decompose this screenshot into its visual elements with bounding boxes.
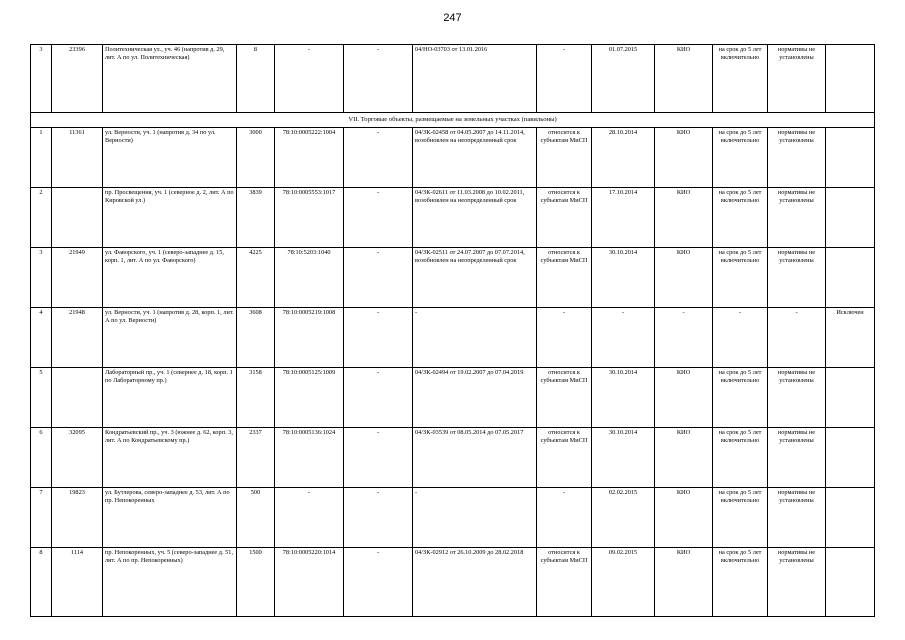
contract-info: 04/ЗК-03539 от 08.05.2014 до 07.05.2017 — [413, 428, 537, 488]
organization: КИО — [655, 368, 713, 428]
subject-status: относится к субъектам МиСП — [537, 128, 592, 188]
contract-info: 04/ЗК-02458 от 04.05.2007 до 14.11.2014, возобновлен на неопределенный срок — [413, 128, 537, 188]
object-code — [52, 188, 103, 248]
row-number: 6 — [31, 428, 52, 488]
placement-term: на срок до 5 лет включительно — [713, 368, 768, 428]
subject-status: относится к субъектам МиСП — [537, 248, 592, 308]
subject-status: относится к субъектам МиСП — [537, 368, 592, 428]
norms: нормативы не установлены — [768, 368, 826, 428]
section-header-row — [31, 113, 875, 128]
contract-info: 04/НО-03703 от 13.01.2016 — [413, 45, 537, 113]
note — [826, 248, 875, 308]
row-number: 3 — [31, 248, 52, 308]
object-area: 3608 — [237, 308, 275, 368]
organization: КИО — [655, 488, 713, 548]
note — [826, 188, 875, 248]
registry-table — [30, 44, 875, 617]
object-area: 1500 — [237, 548, 275, 617]
cadastral-number: 78:10:0005220:1014 — [275, 548, 344, 617]
object-address: пр. Просвещения, уч. 1 (северное д. 2, лит. А по Кировской ул.) — [103, 188, 237, 248]
object-area: 3158 — [237, 368, 275, 428]
page-number: 247 — [443, 12, 462, 24]
organization: КИО — [655, 45, 713, 113]
note — [826, 368, 875, 428]
inclusion-date: 30.10.2014 — [592, 248, 655, 308]
subject-status: относится к субъектам МиСП — [537, 548, 592, 617]
placement-term: на срок до 5 лет включительно — [713, 188, 768, 248]
inclusion-date: 09.02.2015 — [592, 548, 655, 617]
organization: КИО — [655, 188, 713, 248]
inclusion-date: 17.10.2014 — [592, 188, 655, 248]
placement-term: на срок до 5 лет включительно — [713, 248, 768, 308]
norms: - — [768, 308, 826, 368]
extra-column: - — [344, 428, 413, 488]
object-address: ул. Верности, уч. 1 (напротив д. 34 по ул. Верности) — [103, 128, 237, 188]
extra-column: - — [344, 308, 413, 368]
object-code: 11361 — [52, 128, 103, 188]
inclusion-date: 30.10.2014 — [592, 368, 655, 428]
extra-column: - — [344, 368, 413, 428]
cadastral-number: 78:10:0005219:1008 — [275, 308, 344, 368]
table-row — [31, 368, 875, 428]
object-area: 2337 — [237, 428, 275, 488]
row-number: 3 — [31, 45, 52, 113]
object-area: 8 — [237, 45, 275, 113]
subject-status: - — [537, 488, 592, 548]
cadastral-number: 78:10:5203:1040 — [275, 248, 344, 308]
row-number: 1 — [31, 128, 52, 188]
object-address: Кондратьевский пр., уч. 3 (южнее д. 62, корп. 3, лит. А по Кондратьевскому пр.) — [103, 428, 237, 488]
norms: нормативы не установлены — [768, 128, 826, 188]
organization: КИО — [655, 548, 713, 617]
inclusion-date: - — [592, 308, 655, 368]
cadastral-number: 78:10:0005136:1024 — [275, 428, 344, 488]
cadastral-number: 78:10:0005222:1004 — [275, 128, 344, 188]
note — [826, 428, 875, 488]
object-area: 4225 — [237, 248, 275, 308]
note — [826, 488, 875, 548]
placement-term: на срок до 5 лет включительно — [713, 488, 768, 548]
row-number: 2 — [31, 188, 52, 248]
object-code: 32095 — [52, 428, 103, 488]
object-area: 3839 — [237, 188, 275, 248]
note — [826, 548, 875, 617]
table-row — [31, 308, 875, 368]
contract-info: 04/ЗК-02912 от 26.10.2009 до 28.02.2018 — [413, 548, 537, 617]
row-number: 8 — [31, 548, 52, 617]
object-area: 3000 — [237, 128, 275, 188]
object-address: ул. Бутлерова, северо-западнее д. 53, лит. А по пр. Непокоренных — [103, 488, 237, 548]
object-address: ул. Верности, уч. 1 (напротив д. 28, корп. 1, лит. А по ул. Верности) — [103, 308, 237, 368]
norms: нормативы не установлены — [768, 428, 826, 488]
norms: нормативы не установлены — [768, 248, 826, 308]
cadastral-number: 78:10:0005125:1009 — [275, 368, 344, 428]
contract-info: - — [413, 488, 537, 548]
note — [826, 128, 875, 188]
subject-status: относится к субъектам МиСП — [537, 188, 592, 248]
placement-term: на срок до 5 лет включительно — [713, 45, 768, 113]
object-address: пр. Непокоренных, уч. 5 (северо-западнее д. 51, лит. А по пр. Непокоренных) — [103, 548, 237, 617]
contract-info: 04/ЗК-02494 от 19.02.2007 до 07.04.2019 — [413, 368, 537, 428]
extra-column: - — [344, 128, 413, 188]
object-address: Политехническая ул., уч. 46 (напротив д. 29, лит. А по ул. Политехническая) — [103, 45, 237, 113]
table-row — [31, 428, 875, 488]
subject-status: - — [537, 308, 592, 368]
section-title: VII. Торговые объекты, размещаемые на земельных участках (павильоны) — [31, 113, 875, 128]
extra-column: - — [344, 45, 413, 113]
inclusion-date: 30.10.2014 — [592, 428, 655, 488]
note — [826, 45, 875, 113]
organization: КИО — [655, 128, 713, 188]
table-row — [31, 548, 875, 617]
organization: КИО — [655, 428, 713, 488]
table-row — [31, 488, 875, 548]
object-code: 23396 — [52, 45, 103, 113]
object-code: 21948 — [52, 308, 103, 368]
object-address: Лабораторный пр., уч. 1 (севернее д. 18, корп. 1 по Лабораторному пр.) — [103, 368, 237, 428]
placement-term: - — [713, 308, 768, 368]
organization: - — [655, 308, 713, 368]
cadastral-number: 78:10:0005553:1017 — [275, 188, 344, 248]
subject-status: относится к субъектам МиСП — [537, 428, 592, 488]
placement-term: на срок до 5 лет включительно — [713, 548, 768, 617]
norms: нормативы не установлены — [768, 488, 826, 548]
object-code: 1114 — [52, 548, 103, 617]
inclusion-date: 02.02.2015 — [592, 488, 655, 548]
row-number: 7 — [31, 488, 52, 548]
table-row — [31, 45, 875, 113]
placement-term: на срок до 5 лет включительно — [713, 128, 768, 188]
extra-column: - — [344, 548, 413, 617]
norms: нормативы не установлены — [768, 188, 826, 248]
extra-column: - — [344, 248, 413, 308]
object-area: 500 — [237, 488, 275, 548]
table-row — [31, 128, 875, 188]
object-code: 21949 — [52, 248, 103, 308]
contract-info: - — [413, 308, 537, 368]
subject-status: - — [537, 45, 592, 113]
object-code: 19823 — [52, 488, 103, 548]
contract-info: 04/ЗК-02611 от 11.03.2008 до 10.02.2011, возобновлен на неопределенный срок — [413, 188, 537, 248]
note: Исключен — [826, 308, 875, 368]
norms: нормативы не установлены — [768, 45, 826, 113]
extra-column: - — [344, 488, 413, 548]
table-row — [31, 188, 875, 248]
cadastral-number: - — [275, 488, 344, 548]
organization: КИО — [655, 248, 713, 308]
inclusion-date: 28.10.2014 — [592, 128, 655, 188]
object-code — [52, 368, 103, 428]
row-number: 4 — [31, 308, 52, 368]
placement-term: на срок до 5 лет включительно — [713, 428, 768, 488]
norms: нормативы не установлены — [768, 548, 826, 617]
contract-info: 04/ЗК-02511 от 24.07.2007 до 07.07.2014, возобновлен на неопределенный срок — [413, 248, 537, 308]
table-row — [31, 248, 875, 308]
object-address: ул. Фаворского, уч. 1 (северо-западнее д. 15, корп. 1, лит. А по ул. Фаворского) — [103, 248, 237, 308]
extra-column: - — [344, 188, 413, 248]
row-number: 5 — [31, 368, 52, 428]
inclusion-date: 01.07.2015 — [592, 45, 655, 113]
cadastral-number: - — [275, 45, 344, 113]
